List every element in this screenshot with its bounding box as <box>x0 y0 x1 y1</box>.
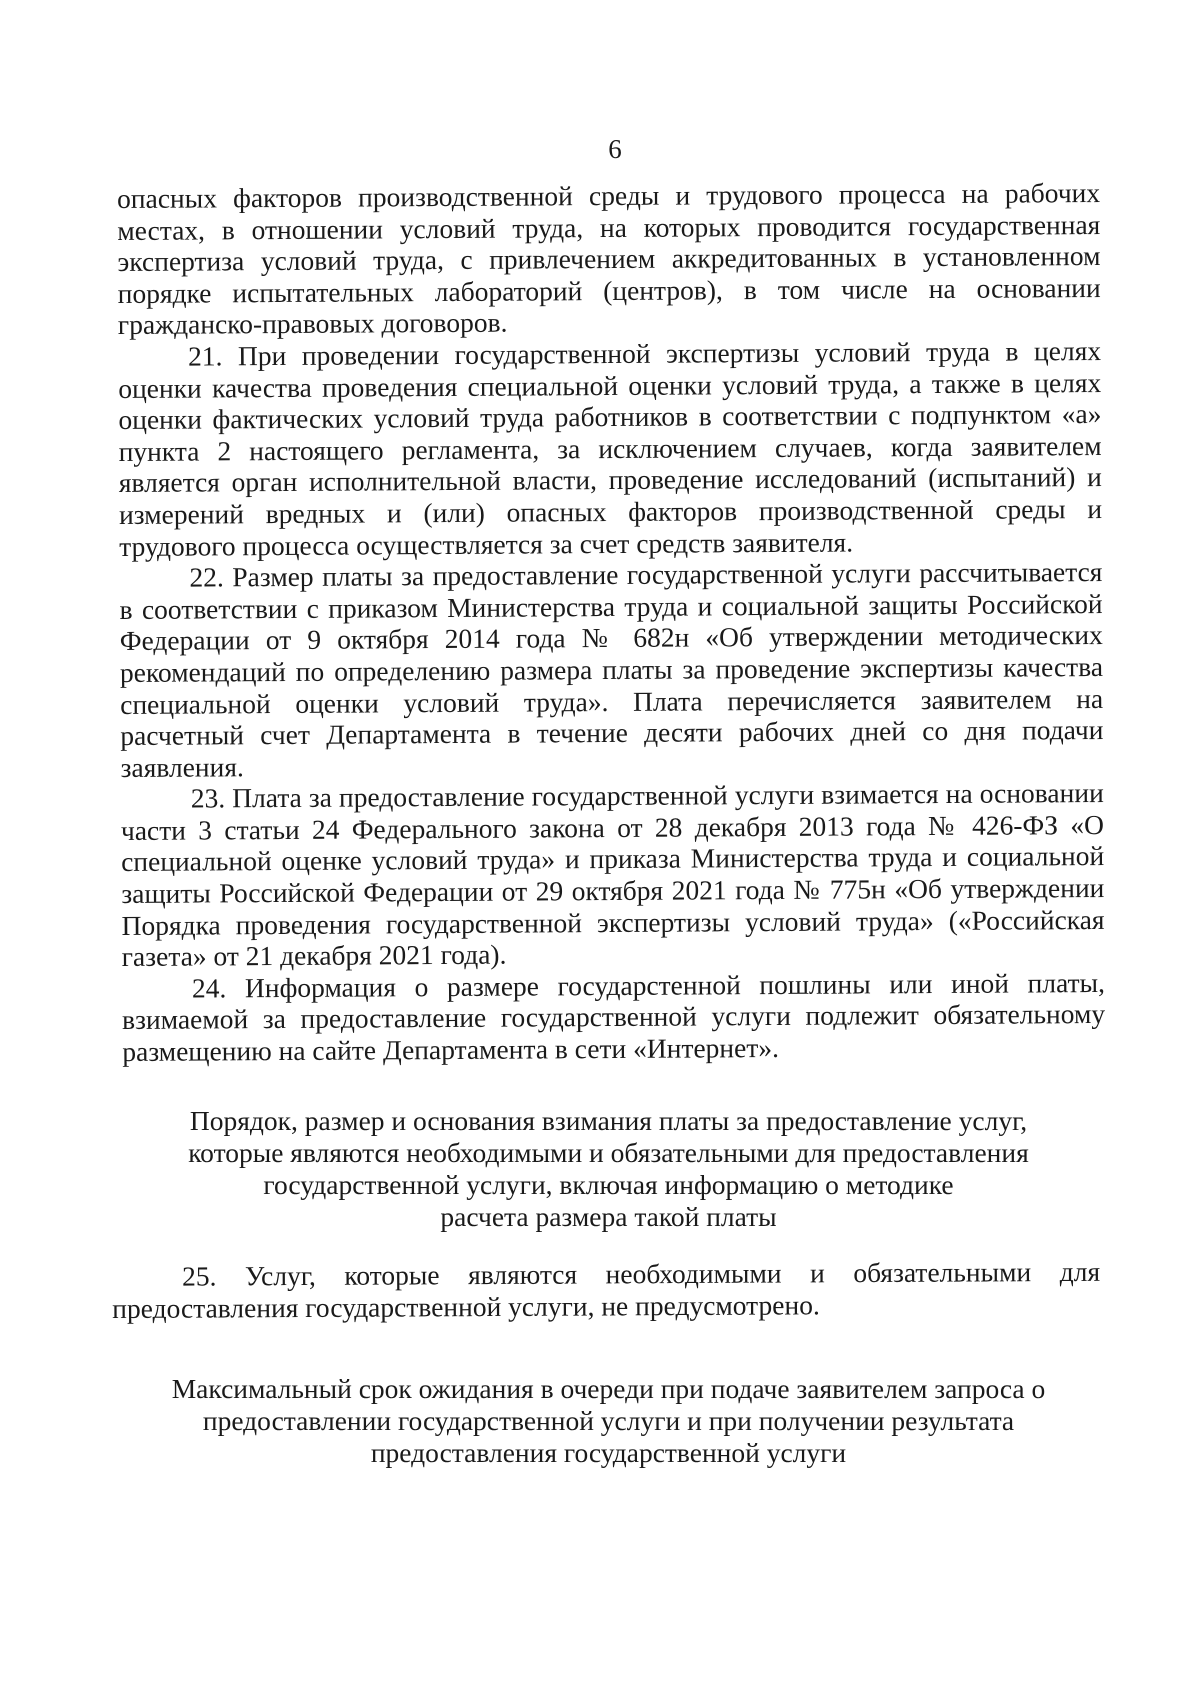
document-body <box>117 177 1105 1068</box>
heading-line: Порядок, размер и основания взимания платы за предоставление услуг, <box>189 1105 1028 1136</box>
section-heading-queue-time <box>117 1373 1100 1469</box>
heading-line: государственной услуги, включая информацию о методике <box>263 1169 954 1200</box>
section-heading-payment <box>117 1105 1100 1233</box>
paragraph-21: 21. При проведении государственной экспертизы условий труда в целях оценки качества проведения специальной оценки условий труда, а также в целях оценки фактических условий труда работников в соответствии с подпунктом «а» пункта 2 настоящего регламента, за исключением случаев, когда заявителем является орган исполнительной власти, проведение исследований (испытаний) и измерений вредных и (или) опасных факторов производственной среды и трудового процесса осуществляется за счет средств заявителя. <box>118 334 1103 562</box>
paragraph-25: 25. Услуг, которые являются необходимыми и обязательными для предоставления государственной услуги, не предусмотрено. <box>112 1255 1101 1324</box>
heading-line: предоставлении государственной услуги и при получении результата <box>202 1405 1015 1436</box>
paragraph-continuation: опасных факторов производственной среды и трудового процесса на рабочих местах, в отношении условий труда, на которых проводится государственная экспертиза условий труда, с привлечением аккредитованных в установленном порядке испытательных лабораторий (центров), в том числе на основании гражданско-правовых договоров. <box>117 176 1101 341</box>
heading-line: расчета размера такой платы <box>440 1201 777 1232</box>
paragraph-23: 23. Плата за предоставление государственной услуги взимается на основании части 3 статьи 24 Федерального закона от 28 декабря 2013 года № 426-ФЗ «О специальной оценке условий труда» и приказа Министерства труда и социальной защиты Российской Федерации от 29 октября 2021 года № 775н «Об утверждении Порядка проведения государственной экспертизы условий труда» («Российская газета» от 21 декабря 2021 года). <box>120 777 1105 973</box>
heading-line: Максимальный срок ожидания в очереди при подаче заявителем запроса о <box>171 1373 1046 1404</box>
heading-line: которые являются необходимыми и обязательными для предоставления <box>188 1137 1029 1168</box>
paragraph-24: 24. Информация о размере государстенной пошлины или иной платы, взимаемой за предоставление государственной услуги подлежит обязательному размещению на сайте Департамента в сети «Интернет». <box>122 966 1106 1068</box>
heading-line: предоставления государственной услуги <box>370 1437 847 1468</box>
paragraph-25-block <box>112 1256 1100 1325</box>
page-number: 6 <box>608 134 622 164</box>
paragraph-22: 22. Размер платы за предоставление государственной услуги рассчитывается в соответствии с приказом Министерства труда и социальной защиты Российской Федерации от 9 октября 2014 года № 682н «Об утверждении методических рекомендаций по определению размера платы за проведение экспертизы качества специальной оценки условий труда». Плата перечисляется заявителем на расчетный счет Департамента в течение десяти рабочих дней со дня подачи заявления. <box>119 556 1104 783</box>
